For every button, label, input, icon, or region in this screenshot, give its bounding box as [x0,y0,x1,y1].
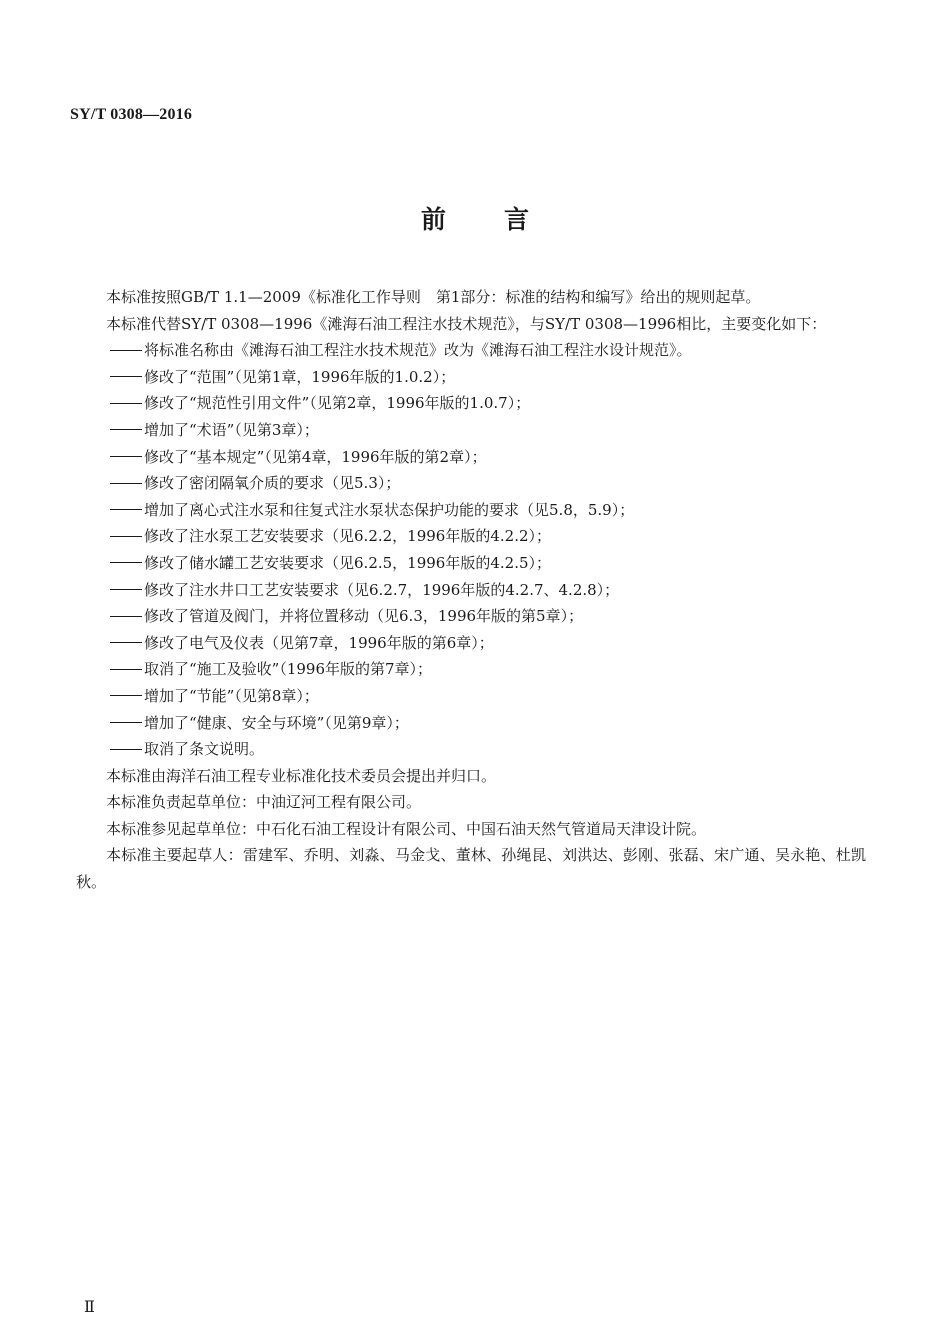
change-item-text: 增加了“健康、安全与环境”（见第9章）； [144,713,409,732]
change-item-text: 修改了“范围”（见第1章，1996年版的1.0.2）； [144,367,456,386]
title-char-2: 言 [504,205,530,234]
title-char-1: 前 [420,205,446,234]
change-item-text: 修改了管道及阀门，并将位置移动（见6.3，1996年版的第5章）； [144,607,584,626]
change-item-text: 修改了电气及仪表（见第7章，1996年版的第6章）； [144,633,494,652]
change-item-text: 增加了离心式注水泵和往复式注水泵状态保护功能的要求（见5.8，5.9）； [144,500,635,519]
dash-marker [110,483,142,484]
change-item [76,710,866,737]
dash-marker [110,456,142,457]
dash-marker [110,350,142,351]
participating-drafters-paragraph: 本标准参见起草单位：中石化石油工程设计有限公司、中国石油天然气管道局天津设计院。 [106,819,707,838]
dash-marker [110,536,142,537]
change-item-text: 将标准名称由《滩海石油工程注水技术规范》改为《滩海石油工程注水设计规范》。 [144,341,692,360]
change-item [76,417,866,444]
change-item-text: 取消了“施工及验收”（1996年版的第7章）； [144,660,433,679]
change-list [76,337,866,763]
dash-marker [110,722,142,723]
change-item [76,656,866,683]
dash-marker [110,562,142,563]
change-item-text: 修改了注水泵工艺安装要求（见6.2.2，1996年版的4.2.2）； [144,527,552,546]
dash-marker [110,509,142,510]
change-item [76,390,866,417]
page-title [0,200,950,236]
page-number: Ⅱ [84,1299,95,1316]
change-item [76,497,866,524]
change-item-text: 修改了储水罐工艺安装要求（见6.2.5，1996年版的4.2.5）； [144,553,552,572]
change-item [76,603,866,630]
dash-marker [110,695,142,696]
change-item-text: 修改了“基本规定”（见第4章，1996年版的第2章）； [144,447,487,466]
change-item-text: 增加了“节能”（见第8章）； [144,686,319,705]
standard-code: SY/T 0308—2016 [70,106,193,123]
dash-marker [110,616,142,617]
change-item-text: 增加了“术语”（见第3章）； [144,420,319,439]
change-item [76,470,866,497]
change-item [76,444,866,471]
change-item-text: 修改了注水井口工艺安装要求（见6.2.7，1996年版的4.2.7、4.2.8）； [144,580,620,599]
dash-marker [110,403,142,404]
lead-drafter-paragraph: 本标准负责起草单位：中油辽河工程有限公司。 [106,793,422,812]
change-item [76,577,866,604]
change-item-text: 修改了密闭隔氧介质的要求（见5.3）； [144,474,401,493]
change-item-text: 修改了“规范性引用文件”（见第2章，1996年版的1.0.7）； [144,394,531,413]
change-item [76,736,866,763]
dash-marker [110,429,142,430]
change-item [76,630,866,657]
foreword-body [76,284,866,896]
intro-paragraph-2: 本标准代替SY/T 0308—1996《滩海石油工程注水技术规范》，与SY/T 0308—1996相比，主要变化如下： [106,314,827,333]
dash-marker [110,669,142,670]
change-item [76,683,866,710]
change-item [76,364,866,391]
change-item-text: 取消了条文说明。 [144,740,265,759]
change-item [76,550,866,577]
main-drafters-paragraph: 本标准主要起草人：雷建军、乔明、刘淼、马金戈、董林、孙绳昆、刘洪达、彭刚、张磊、宋广通、吴永艳、杜凯秋。 [76,846,866,892]
dash-marker [110,589,142,590]
dash-marker [110,642,142,643]
dash-marker [110,376,142,377]
proposer-paragraph: 本标准由海洋石油工程专业标准化技术委员会提出并归口。 [106,766,497,785]
dash-marker [110,749,142,750]
change-item [76,337,866,364]
change-item [76,523,866,550]
intro-paragraph-1: 本标准按照GB/T 1.1—2009《标准化工作导则 第1部分：标准的结构和编写》给出的规则起草。 [106,288,761,306]
